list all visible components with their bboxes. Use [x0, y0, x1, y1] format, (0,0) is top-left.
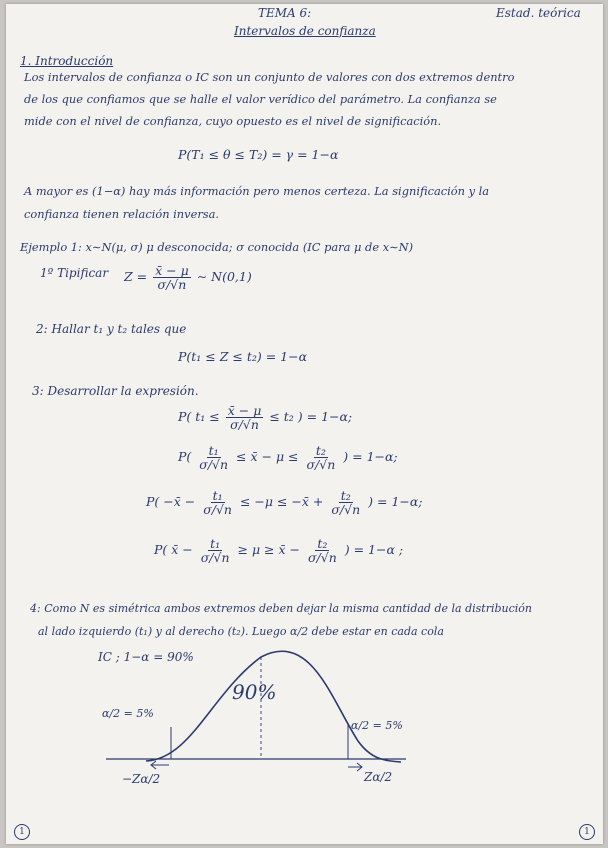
- step3-eq4: [154, 537, 403, 564]
- step3-eq3: [146, 489, 423, 516]
- right-z-label: Zα/2: [364, 770, 393, 784]
- confidence-formula: P(T₁ ≤ θ ≤ T₂) = γ = 1−α: [178, 147, 339, 162]
- step1-label: 1º Tipificar: [40, 266, 109, 280]
- page-title: Intervalos de confianza: [234, 24, 376, 38]
- bell-curve: [146, 651, 401, 762]
- eq4-den-right: σ/√n: [307, 550, 337, 565]
- step3-label: 3: Desarrollar la expresión.: [32, 384, 199, 398]
- eq4-pre: P( x̄ −: [154, 542, 193, 557]
- eq2-fraction-right: [305, 444, 338, 471]
- course-label: Estad. teórica: [496, 6, 581, 20]
- eq3-fraction-left: [201, 489, 234, 516]
- eq2-fraction-left: [197, 444, 230, 471]
- left-tail-label: α/2 = 5%: [102, 707, 154, 720]
- eq3-num-right: t₂: [340, 488, 351, 503]
- eq3-den-right: σ/√n: [331, 502, 361, 517]
- eq3-num-left: t₁: [212, 488, 223, 503]
- eq4-num-left: t₁: [210, 536, 221, 551]
- remark-line: A mayor es (1−α) hay más información pero menos certeza. La significación y la: [24, 184, 490, 198]
- normal-distribution-diagram: [6, 639, 603, 789]
- eq2-den-left: σ/√n: [199, 457, 229, 472]
- definition-line: Los intervalos de confianza o IC son un conjunto de valores con dos extremos dentro: [24, 70, 515, 84]
- step1-denominator: σ/√n: [157, 277, 187, 292]
- step2-formula: P(t₁ ≤ Z ≤ t₂) = 1−α: [178, 349, 308, 364]
- eq2-mid: ≤ x̄ − μ ≤: [236, 449, 299, 464]
- eq2-num-left: t₁: [208, 443, 219, 458]
- step4-line: 4: Como N es simétrica ambos extremos deben dejar la misma cantidad de la distribución: [30, 602, 532, 615]
- eq3-pre: P( −x̄ −: [146, 494, 196, 509]
- eq1-post: ≤ t₂ ) = 1−α;: [269, 409, 353, 424]
- eq1-numerator: x̄ − μ: [227, 403, 262, 418]
- eq1-denominator: σ/√n: [230, 417, 259, 432]
- eq4-post: ) = 1−α ;: [344, 542, 404, 557]
- definition-line: de los que confiamos que se halle el valor verídico del parámetro. La confianza se: [24, 92, 497, 106]
- step3-eq1: [178, 404, 352, 431]
- step1-numerator: x̄ − μ: [155, 263, 189, 278]
- section-heading: 1. Introducción: [20, 54, 114, 68]
- left-page-number: 1: [14, 824, 30, 840]
- left-z-label: −Zα/2: [122, 772, 161, 786]
- right-tail-label: α/2 = 5%: [351, 719, 403, 732]
- notebook-page: [6, 4, 603, 844]
- step1-formula: [124, 264, 252, 291]
- right-page-number: 1: [579, 824, 595, 840]
- step1-lhs: Z =: [124, 269, 148, 284]
- eq2-num-right: t₂: [315, 443, 326, 458]
- eq3-den-left: σ/√n: [203, 502, 232, 517]
- eq3-fraction-right: [329, 489, 362, 516]
- eq2-den-right: σ/√n: [306, 457, 336, 472]
- eq4-fraction-left: [199, 537, 232, 564]
- step3-eq2: [178, 444, 398, 471]
- eq4-mid: ≥ μ ≥ x̄ −: [237, 542, 300, 557]
- step2-label: 2: Hallar t₁ y t₂ tales que: [36, 322, 187, 336]
- step1-fraction: [153, 264, 191, 291]
- eq1-fraction: [226, 404, 264, 431]
- eq1-pre: P( t₁ ≤: [178, 409, 220, 424]
- eq4-num-right: t₂: [317, 536, 328, 551]
- topic-label: TEMA 6:: [258, 6, 312, 20]
- ic-label: IC ; 1−α = 90%: [98, 650, 194, 664]
- remark-line: confianza tienen relación inversa.: [24, 207, 220, 221]
- eq4-den-left: σ/√n: [200, 550, 230, 565]
- step1-rhs: ∼ N(0,1): [196, 269, 252, 284]
- center-area-label: 90%: [232, 680, 277, 704]
- eq2-post: ) = 1−α;: [343, 449, 398, 464]
- step4-line: al lado izquierdo (t₁) y al derecho (t₂). Luego α/2 debe estar en cada cola: [38, 625, 444, 638]
- eq2-pre: P(: [178, 449, 192, 464]
- eq4-fraction-right: [306, 537, 339, 564]
- eq3-mid: ≤ −μ ≤ −x̄ +: [239, 494, 324, 509]
- example-intro: Ejemplo 1: x∼N(μ, σ) μ desconocida; σ conocida (IC para μ de x∼N): [20, 240, 414, 254]
- eq3-post: ) = 1−α;: [368, 494, 423, 509]
- definition-line: mide con el nivel de confianza, cuyo opuesto es el nivel de significación.: [24, 114, 442, 128]
